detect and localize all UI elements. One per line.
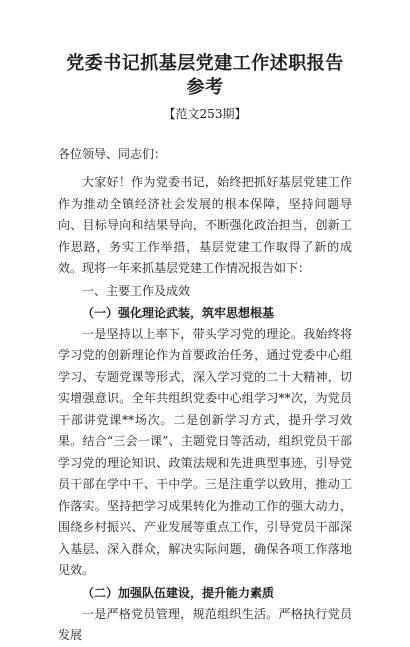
subsection-heading-team: （二）加强队伍建设，提升能力素质	[82, 585, 275, 600]
section-heading-main-work: 一、主要工作及成效	[82, 283, 191, 298]
document-title: 党委书记抓基层党建工作述职报告参考	[66, 53, 344, 98]
document-subtitle: 【范文253期】	[163, 107, 247, 121]
intro-paragraph: 大家好！作为党委书记，始终把抓好基层党建工作作为推动全镇经济社会发展的根本保障，坚持问题导向、目标导向和结果导向，不断强化政治担当，创新工作思路，务实工作举措，基层党建工作取得了新的成效。现将一年来抓基层党建工作情况报告如下：	[58, 175, 352, 275]
salutation: 各位领导、同志们：	[58, 147, 167, 161]
subsection-body-team: 一是严格党员管理，规范组织生活。严格执行党员发展	[58, 606, 352, 642]
subsection-heading-theory: （一）强化理论武装，筑牢思想根基	[82, 305, 275, 320]
subsection-body-theory: 一是坚持以上率下，带头学习党的理论。我始终将学习党的创新理论作为首要政治任务，通过党委中心组学习、专题党课等形式，深入学习党的二十大精神，切实增强意识。全年共组织党委中心组学习**次，为党员干部讲党课**场次。二是创新学习方式，提升学习效果。结合“三会一课”、主题党日等活动，组织党员干部学习党的理论知识、政策法规和先进典型事迹，引导党员干部在学中干、干中学。三是注重学以致用，推动工作落实。坚持把学习成果转化为推动工作的强大动力，围绕乡村振兴、产业发展等重点工作，引导党员干部深入基层、深入群众，解决实际问题，确保各项工作落地见效。	[58, 326, 352, 577]
